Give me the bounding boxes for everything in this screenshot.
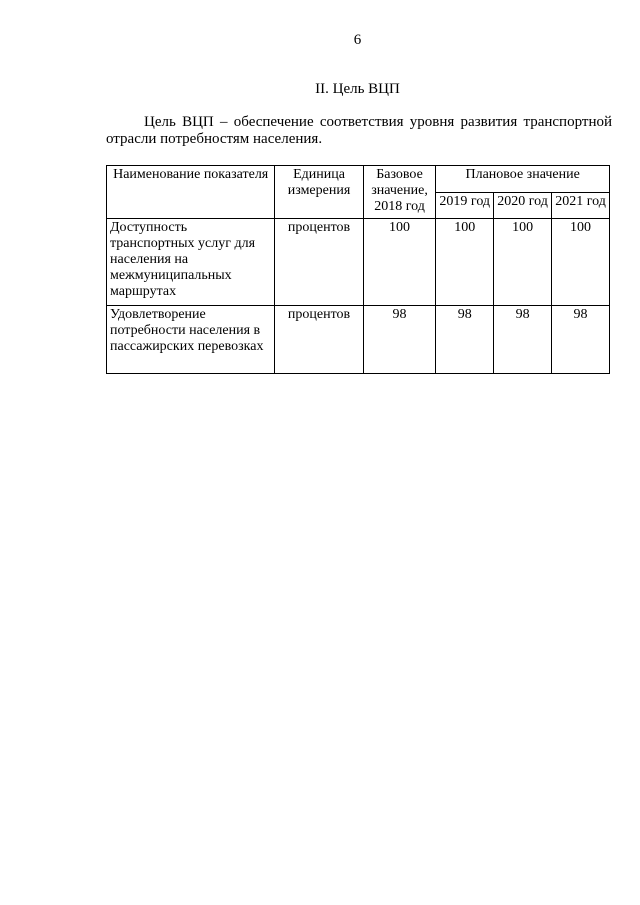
table-header-row (107, 166, 610, 193)
table-row (107, 306, 610, 374)
cell-value-2020: 98 (494, 306, 552, 374)
cell-value-2019: 98 (436, 306, 494, 374)
cell-unit: процентов (275, 219, 363, 306)
header-unit: Единица измерения (275, 166, 363, 219)
section-title: II. Цель ВЦП (315, 81, 400, 97)
cell-value-2019: 100 (436, 219, 494, 306)
cell-value-2021: 100 (552, 219, 610, 306)
cell-base-value: 100 (363, 219, 436, 306)
header-planned-value: Плановое значение (436, 166, 610, 193)
goal-paragraph: Цель ВЦП – обеспечение соответствия уровня развития транспортной отрасли потребностям населения. (106, 114, 612, 147)
table-row (107, 219, 610, 306)
header-indicator-name: Наименование показателя (107, 166, 275, 219)
cell-indicator-name: Доступность транспортных услуг для населения на межмуниципальных маршрутах (107, 219, 275, 306)
cell-unit: процентов (275, 306, 363, 374)
page-number: 6 (353, 32, 362, 48)
cell-base-value: 98 (363, 306, 436, 374)
header-year-2020: 2020 год (494, 192, 552, 219)
header-base-value: Базовое значение, 2018 год (363, 166, 436, 219)
cell-value-2021: 98 (552, 306, 610, 374)
indicators-table (106, 165, 610, 374)
cell-value-2020: 100 (494, 219, 552, 306)
cell-indicator-name: Удовлетворение потребности населения в пассажирских перевозках (107, 306, 275, 374)
header-year-2021: 2021 год (552, 192, 610, 219)
header-year-2019: 2019 год (436, 192, 494, 219)
